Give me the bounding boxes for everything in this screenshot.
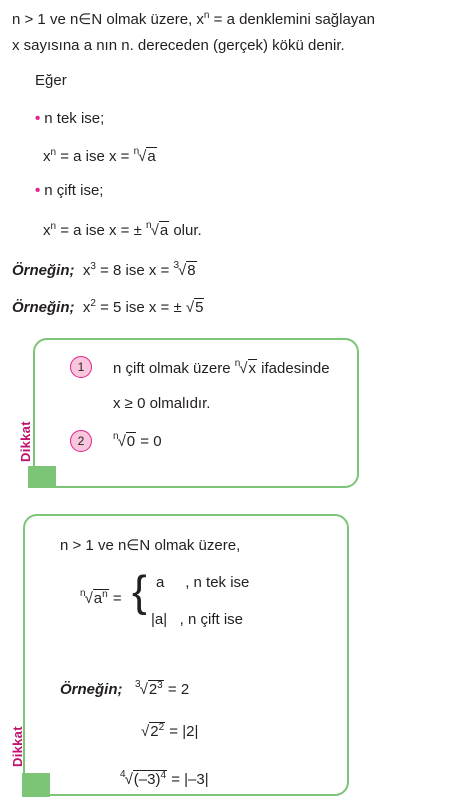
bullet-icon: • xyxy=(35,110,41,127)
dikkat2-case-1: a , n tek ise xyxy=(156,574,250,591)
eger-label: Eğer xyxy=(35,72,67,89)
brace-icon: { xyxy=(132,567,147,616)
dikkat2-example-1: Örneğin; $^3√2^3 = 2$ xyxy=(60,679,190,698)
example-1: Örneğin; $x^3 = 8$ ise x = $^3$√8 xyxy=(12,260,196,279)
case-odd-label: • n tek ise; xyxy=(35,110,105,127)
dikkat-label-1: Dikkat xyxy=(18,421,33,462)
case-even-formula: $x^n = a$ ise x = ± $^n$√a olur. xyxy=(43,220,202,239)
dikkat2-example-3: $^4√(-3)^4 = |-3|$ xyxy=(120,769,209,788)
dikkat-tab-1 xyxy=(28,466,56,488)
intro-line-1: n > 1 ve n∈N olmak üzere, $x^n = a$ denklemini sağlayan xyxy=(12,10,375,28)
case-odd-formula: $x^n = a$ ise x = $^n$√a xyxy=(43,146,156,165)
case-even-label: • n çift ise; xyxy=(35,182,104,199)
dikkat1-item-1-line-2: x ≥ 0 olmalıdır. xyxy=(113,395,211,412)
dikkat1-item-2: $^n$√0 = 0 xyxy=(113,431,162,450)
example-2: Örneğin; $x^2 = 5$ ise x = ± √5 xyxy=(12,298,204,316)
dikkat-tab-2 xyxy=(22,773,50,797)
dikkat-box-2 xyxy=(23,514,349,796)
dikkat2-example-2: $√2^2 = |2|$ xyxy=(141,722,199,740)
dikkat2-intro: n > 1 ve n∈N olmak üzere, xyxy=(60,537,241,554)
dikkat2-def-lhs: $^n√a^n$ = xyxy=(80,588,122,607)
dikkat1-item-2-num: 2 xyxy=(70,430,92,452)
bullet-icon: • xyxy=(35,182,41,199)
dikkat2-case-2: |a| , n çift ise xyxy=(151,611,244,628)
dikkat-label-2: Dikkat xyxy=(10,726,25,767)
dikkat1-item-1-num: 1 xyxy=(70,356,92,378)
intro-line-2: x sayısına a nın n. dereceden (gerçek) kökü denir. xyxy=(12,37,345,54)
dikkat1-item-1-line-1: n çift olmak üzere $^n$√x ifadesinde xyxy=(113,358,330,377)
